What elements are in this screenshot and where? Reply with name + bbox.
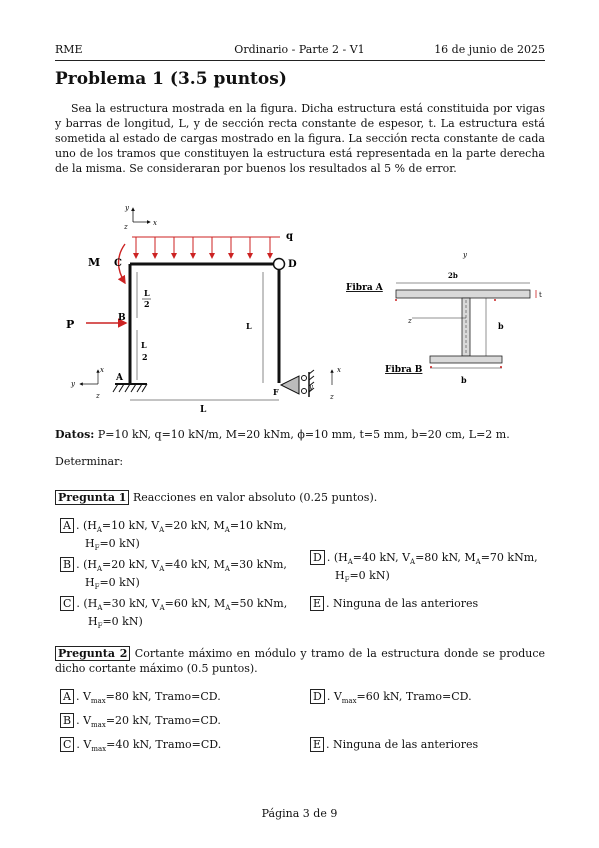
question-1 (55, 491, 377, 504)
label-M: M (88, 256, 101, 269)
q1-option-e[interactable]: E . Ninguna de las anteriores (310, 596, 478, 611)
distributed-load (132, 237, 280, 258)
section-label-b-bottom: b (461, 375, 467, 385)
header-left: RME (55, 43, 83, 56)
q2-option-d[interactable]: D . $V_{max}=60$ kN, Tramo=CD. (310, 689, 472, 708)
question-1-label: Pregunta 1 (55, 490, 129, 505)
label-A: A (116, 373, 123, 383)
problem-title: Problema 1 (3.5 puntos) (55, 69, 287, 89)
label-L-right: L (246, 321, 252, 331)
determinar-label: Determinar: (55, 455, 124, 468)
q1-option-c-letter[interactable]: C (60, 596, 74, 611)
page-footer: Página 3 de 9 (261, 807, 338, 820)
q1-option-b-letter[interactable]: B (60, 557, 74, 572)
axis-z-left: z (96, 392, 100, 400)
cross-section (396, 290, 530, 363)
header-right: 16 de junio de 2025 (434, 43, 545, 56)
hinge-D (274, 259, 285, 270)
datos-line (55, 428, 510, 441)
label-fibra-b: Fibra B (385, 365, 423, 375)
q2-option-a-letter[interactable]: A (60, 689, 74, 704)
datos-label: Datos: (55, 428, 95, 441)
axis-z-right: z (330, 393, 334, 401)
label-P: P (66, 318, 75, 331)
axis-x-top: x (153, 219, 157, 227)
header-rule (55, 60, 545, 61)
q1-option-a-letter[interactable]: A (60, 518, 74, 533)
section-axis-y: y (463, 251, 467, 259)
question-2 (55, 646, 545, 676)
label-B: B (118, 313, 126, 323)
label-2-bot: 2 (142, 352, 148, 362)
axis-z-top: z (124, 223, 128, 231)
axis-y-top: y (125, 204, 129, 212)
question-2-label: Pregunta 2 (55, 646, 130, 661)
frame-members (130, 264, 279, 383)
q2-option-b-letter[interactable]: B (60, 713, 74, 728)
q2-option-c[interactable]: C . $V_{max}=40$ kN, Tramo=CD. (60, 737, 221, 756)
label-L-half-top: L (144, 288, 150, 298)
section-label-t: t (539, 291, 542, 299)
axis-y-left: y (71, 380, 75, 388)
q2-option-c-letter[interactable]: C (60, 737, 74, 752)
q2-option-b[interactable]: B . $V_{max}=20$ kN, Tramo=CD. (60, 713, 221, 732)
section-label-b-right: b (498, 321, 504, 331)
label-2-top: 2 (144, 299, 150, 309)
label-C: C (114, 258, 122, 269)
structure-figure (55, 190, 545, 420)
label-L-bottom: L (200, 405, 207, 415)
axis-x-right: x (337, 366, 341, 374)
question-1-text: Reacciones en valor absoluto (0.25 puntos). (132, 491, 378, 504)
axes-top (133, 208, 150, 222)
fixed-support-A (113, 384, 147, 392)
label-F: F (273, 387, 279, 397)
q1-option-c[interactable]: C . ($H_A=30$ kN, $V_A=60$ kN, $M_A=50$ kNm, $H_F=0$ kN) (60, 596, 310, 633)
axis-y-right: y (309, 383, 313, 391)
q1-option-b[interactable]: B . ($H_A=20$ kN, $V_A=40$ kN, $M_A=30$ kNm, $H_F=0$ kN) (60, 557, 310, 594)
label-q: q (286, 231, 293, 242)
section-label-2b: 2b (448, 271, 458, 280)
label-fibra-a: Fibra A (346, 283, 383, 293)
q2-option-a[interactable]: A . $V_{max}=80$ kN, Tramo=CD. (60, 689, 221, 708)
section-axis-z: z (408, 317, 412, 325)
datos-text: P=10 kN, q=10 kN/m, M=20 kNm, ϕ=10 mm, t=5 mm, b=20 cm, L=2 m. (97, 428, 510, 441)
q2-option-d-letter[interactable]: D (310, 689, 325, 704)
problem-statement: Sea la estructura mostrada en la figura. Dicha estructura está constituida por vigas y barras de longitud, L, y de sección recta constante de espesor, t. La estructura está sometida al estado de cargas mostrado en la figura. La sección recta constante de cada uno de los tramos que constituyen la estructura está representada en la parte derecha de la misma. Se consideraran por buenos los resultados al 5 % de error. (55, 102, 545, 175)
label-L-half-bot: L (141, 340, 147, 350)
q2-option-e[interactable]: E . Ninguna de las anteriores (310, 737, 478, 752)
q1-option-e-letter[interactable]: E (310, 596, 324, 611)
q2-option-e-letter[interactable]: E (310, 737, 324, 752)
question-2-text: Cortante máximo en módulo y tramo de la estructura donde se produce dicho cortante máximo (0.5 puntos). (55, 647, 546, 675)
label-D: D (288, 259, 297, 270)
axes-left (80, 370, 98, 384)
header-center: Ordinario - Parte 2 - V1 (234, 43, 365, 56)
q1-option-d-letter[interactable]: D (310, 550, 325, 565)
axis-x-left: x (100, 366, 104, 374)
q1-option-a[interactable]: A . ($H_A=10$ kN, $V_A=20$ kN, $M_A=10$ kNm, $H_F=0$ kN) (60, 518, 310, 555)
q1-option-d[interactable]: D . ($H_A=40$ kN, $V_A=80$ kN, $M_A=70$ kNm, $H_F=0$ kN) (310, 550, 550, 587)
